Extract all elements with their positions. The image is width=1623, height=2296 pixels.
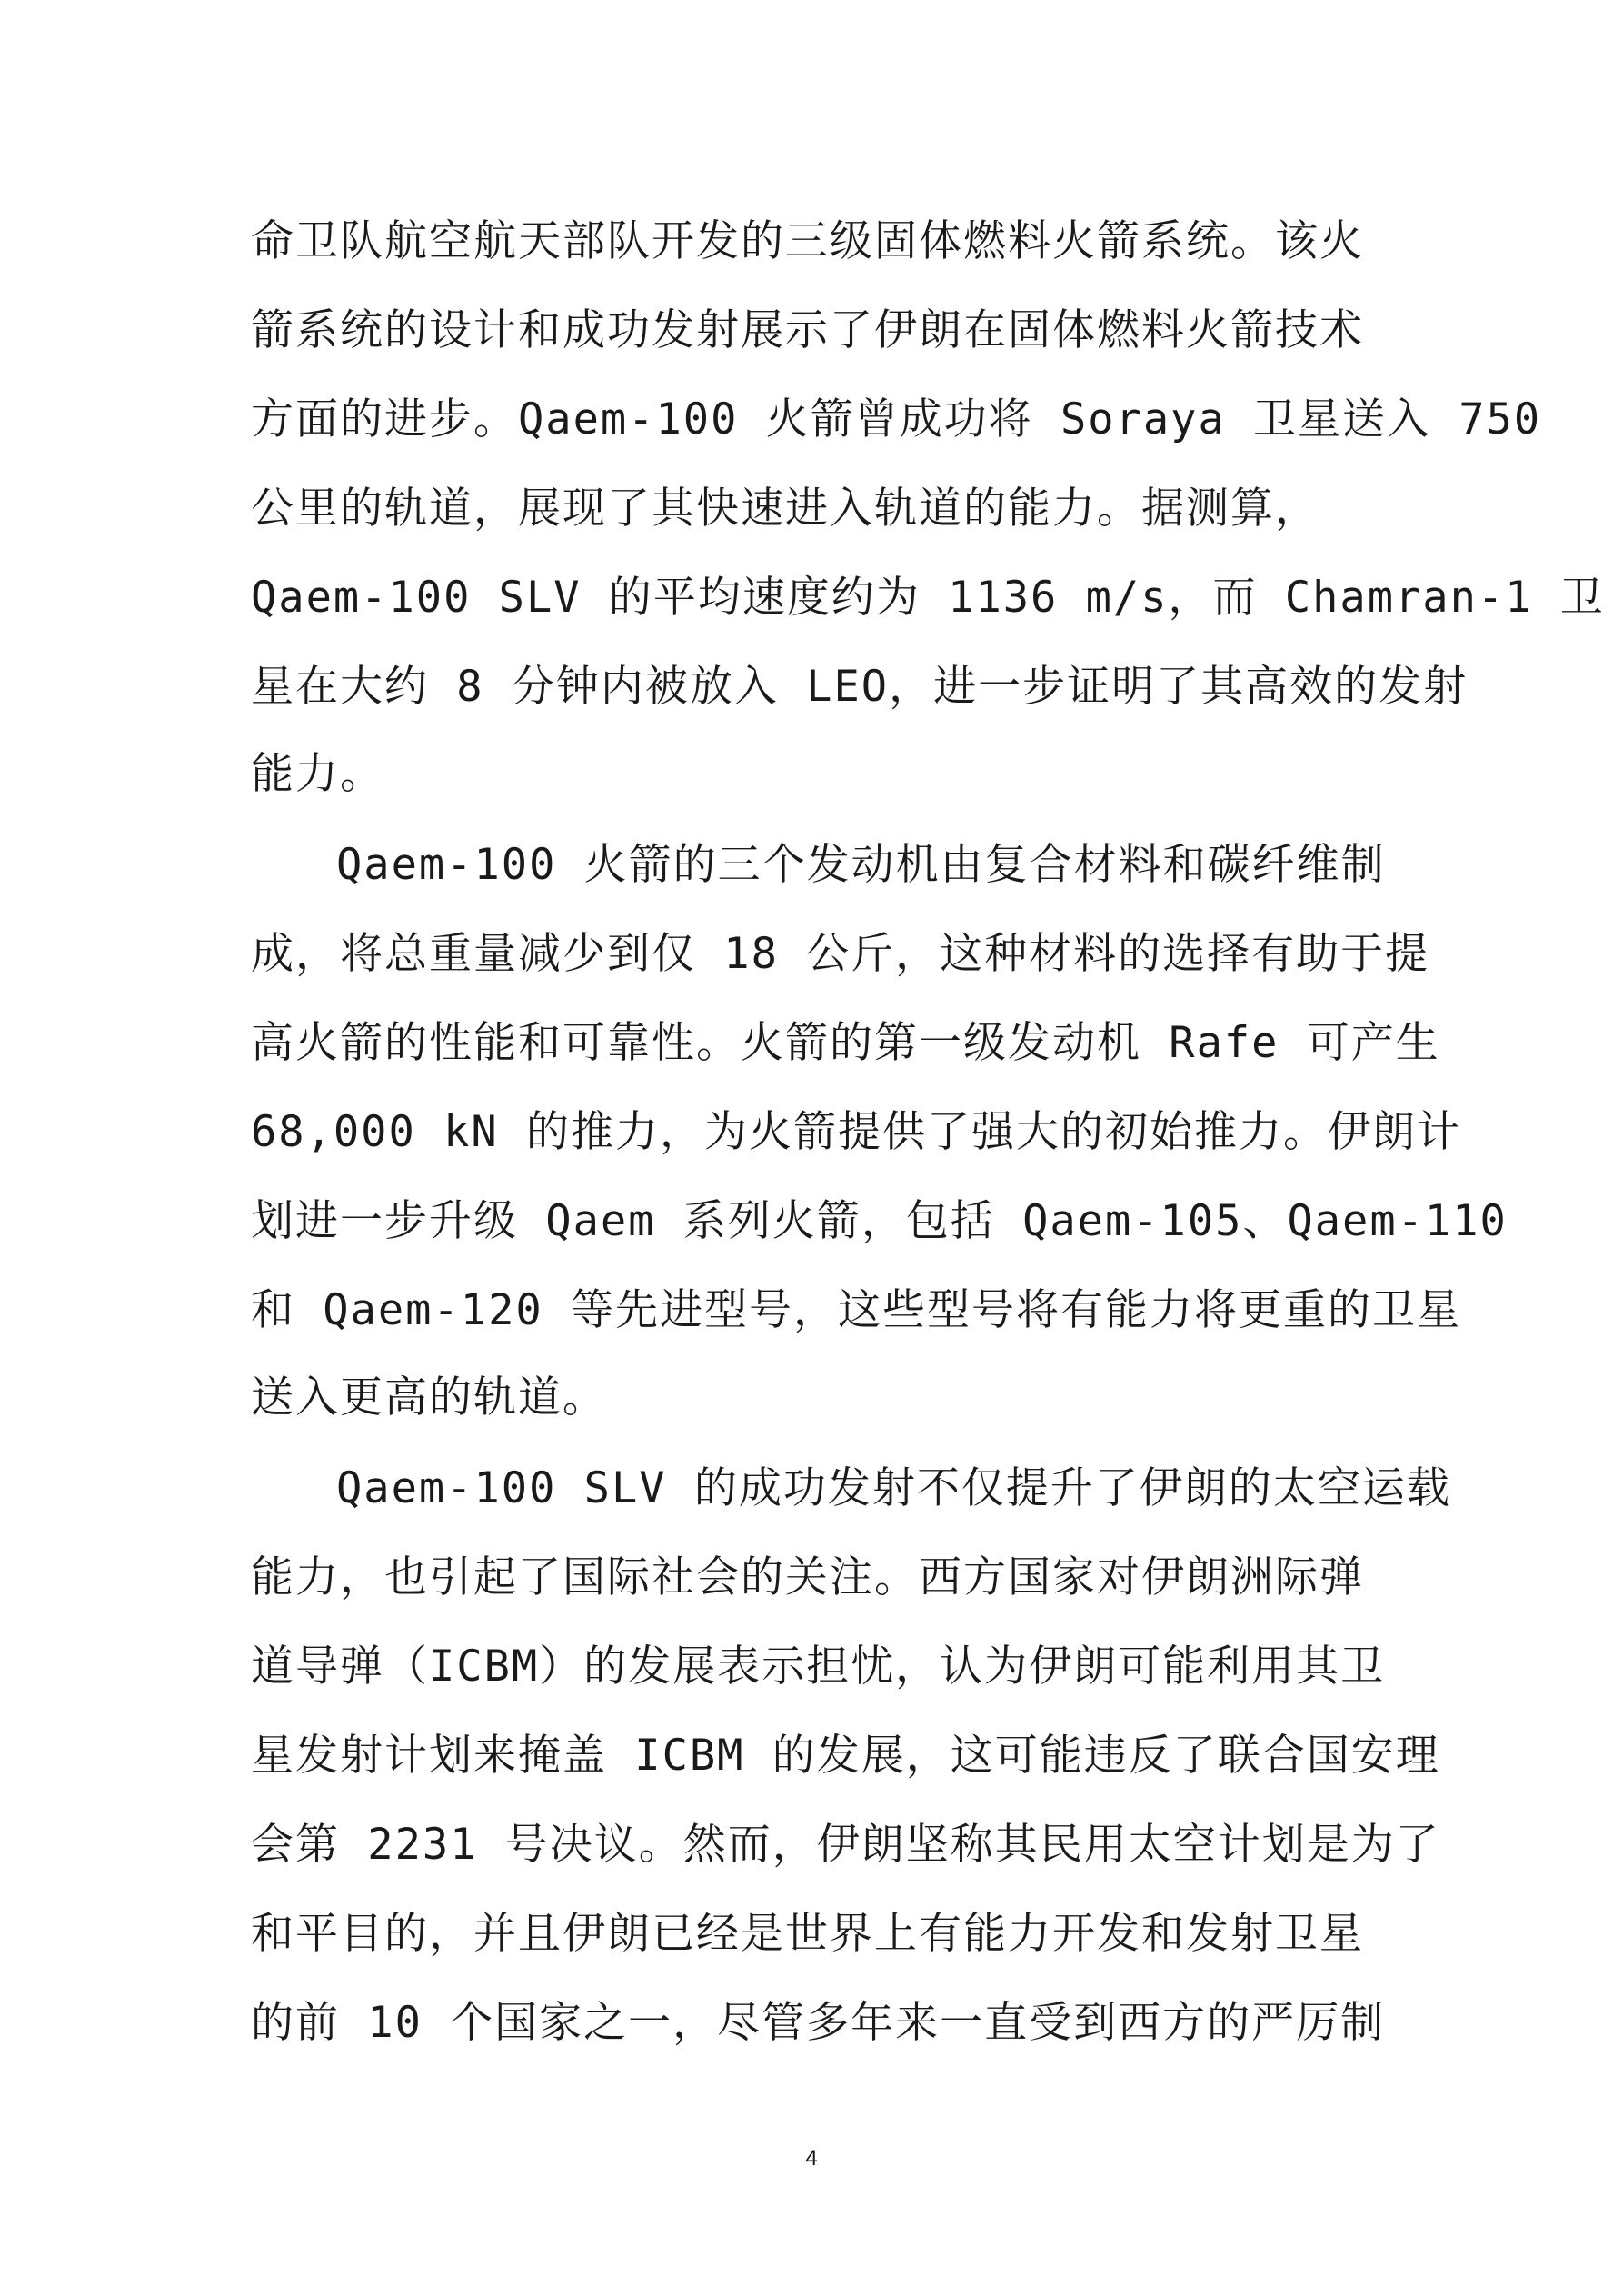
paragraph-3-line-5: 会第 2231 号决议。然而，伊朗坚称其民用太空计划是为了	[251, 1820, 1440, 1870]
paragraph-3-line-3: 道导弹（ICBM）的发展表示担忧，认为伊朗可能利用其卫	[251, 1642, 1386, 1692]
paragraph-3-line-2: 能力，也引起了国际社会的关注。西方国家对伊朗洲际弹	[251, 1552, 1364, 1602]
paragraph-3-line-4: 星发射计划来掩盖 ICBM 的发展，这可能违反了联合国安理	[251, 1731, 1440, 1781]
paragraph-1-line-3: 方面的进步。Qaem-100 火箭曾成功将 Soraya 卫星送入 750	[251, 394, 1542, 444]
paragraph-2-line-5: 划进一步升级 Qaem 系列火箭，包括 Qaem-105、Qaem-110	[251, 1196, 1508, 1246]
paragraph-3-line-1: Qaem-100 SLV 的成功发射不仅提升了伊朗的太空运载	[336, 1463, 1451, 1513]
paragraph-2-line-4: 68,000 kN 的推力，为火箭提供了强大的初始推力。伊朗计	[251, 1107, 1461, 1157]
paragraph-2-line-7: 送入更高的轨道。	[251, 1373, 607, 1423]
page-number: 4	[805, 2146, 818, 2171]
paragraph-1-line-5: Qaem-100 SLV 的平均速度约为 1136 m/s，而 Chamran-1 卫	[251, 573, 1605, 623]
paragraph-1-line-1: 命卫队航空航天部队开发的三级固体燃料火箭系统。该火	[251, 216, 1364, 266]
paragraph-2-line-3: 高火箭的性能和可靠性。火箭的第一级发动机 Rafe 可产生	[251, 1018, 1440, 1068]
paragraph-1-line-6: 星在大约 8 分钟内被放入 LEO，进一步证明了其高效的发射	[251, 662, 1469, 712]
paragraph-2-line-2: 成，将总重量减少到仅 18 公斤，这种材料的选择有助于提	[251, 929, 1430, 979]
paragraph-2-line-6: 和 Qaem-120 等先进型号，这些型号将有能力将更重的卫星	[251, 1285, 1461, 1335]
paragraph-3-line-6: 和平目的，并且伊朗已经是世界上有能力开发和发射卫星	[251, 1909, 1364, 1959]
paragraph-1-line-4: 公里的轨道，展现了其快速进入轨道的能力。据测算，	[251, 484, 1319, 534]
paragraph-1-line-2: 箭系统的设计和成功发射展示了伊朗在固体燃料火箭技术	[251, 305, 1364, 355]
paragraph-3-line-7: 的前 10 个国家之一，尽管多年来一直受到西方的严厉制	[251, 1998, 1386, 2048]
paragraph-2-line-1: Qaem-100 火箭的三个发动机由复合材料和碳纤维制	[336, 840, 1386, 890]
paragraph-1-line-7: 能力。	[251, 749, 384, 799]
